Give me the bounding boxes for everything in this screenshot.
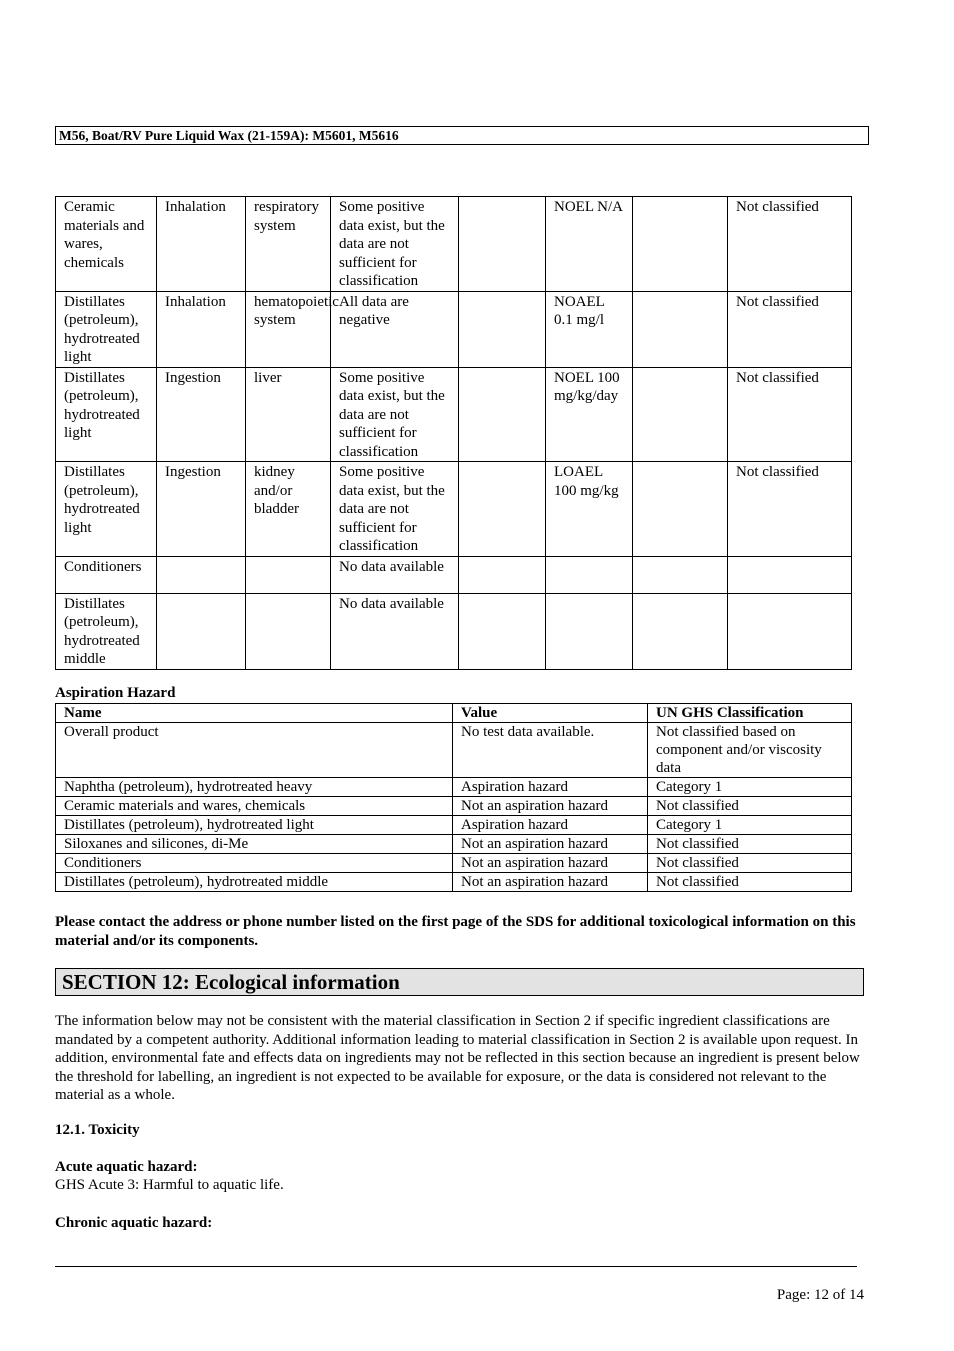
cell-value: Not an aspiration hazard bbox=[453, 835, 648, 854]
cell-classification: Not classified bbox=[728, 291, 852, 367]
aspiration-hazard-heading: Aspiration Hazard bbox=[55, 685, 176, 701]
cell-name: Distillates (petroleum), hydrotreated light bbox=[56, 367, 157, 462]
contact-note: Please contact the address or phone number listed on the first page of the SDS for additional toxicological information on this material and/or its components. bbox=[55, 914, 856, 949]
cell-duration bbox=[633, 367, 728, 462]
cell-value: All data are negative bbox=[331, 291, 459, 367]
cell-duration bbox=[633, 556, 728, 593]
cell-result: NOEL N/A bbox=[546, 197, 633, 292]
acute-aquatic-heading: Acute aquatic hazard: bbox=[55, 1159, 198, 1175]
cell-result bbox=[546, 593, 633, 669]
page-number: Page: 12 of 14 bbox=[776, 1287, 864, 1303]
cell-classification: Category 1 bbox=[648, 816, 852, 835]
cell-species bbox=[459, 593, 546, 669]
cell-value: Not an aspiration hazard bbox=[453, 873, 648, 892]
cell-classification: Not classified bbox=[728, 197, 852, 292]
table-header-row bbox=[56, 704, 852, 723]
cell-name: Distillates (petroleum), hydrotreated light bbox=[56, 462, 157, 557]
cell-classification: Not classified bbox=[728, 367, 852, 462]
table-row bbox=[56, 462, 852, 557]
cell-name: Naphtha (petroleum), hydrotreated heavy bbox=[56, 778, 453, 797]
cell-value: Aspiration hazard bbox=[453, 778, 648, 797]
cell-value: Some positive data exist, but the data are not sufficient for classification bbox=[331, 367, 459, 462]
cell-species bbox=[459, 197, 546, 292]
cell-name: Conditioners bbox=[56, 854, 453, 873]
cell-classification: Not classified bbox=[648, 854, 852, 873]
table-row bbox=[56, 835, 852, 854]
cell-species bbox=[459, 367, 546, 462]
aspiration-hazard-table bbox=[55, 703, 852, 892]
cell-route: Ingestion bbox=[157, 462, 246, 557]
cell-name: Conditioners bbox=[56, 556, 157, 593]
table-row bbox=[56, 593, 852, 669]
cell-classification: Category 1 bbox=[648, 778, 852, 797]
table-row bbox=[56, 197, 852, 292]
cell-classification bbox=[728, 593, 852, 669]
cell-species bbox=[459, 462, 546, 557]
cell-value: Not an aspiration hazard bbox=[453, 854, 648, 873]
section-12-title: SECTION 12: Ecological information bbox=[55, 968, 864, 996]
cell-value: No test data available. bbox=[453, 723, 648, 778]
cell-organ: respiratory system bbox=[246, 197, 331, 292]
cell-species bbox=[459, 291, 546, 367]
cell-value: Aspiration hazard bbox=[453, 816, 648, 835]
cell-classification: Not classified bbox=[648, 873, 852, 892]
cell-name: Distillates (petroleum), hydrotreated middle bbox=[56, 873, 453, 892]
column-header-value: Value bbox=[453, 704, 648, 723]
footer-divider bbox=[55, 1266, 857, 1267]
cell-result: NOAEL 0.1 mg/l bbox=[546, 291, 633, 367]
cell-organ: liver bbox=[246, 367, 331, 462]
cell-route: Inhalation bbox=[157, 197, 246, 292]
cell-name: Ceramic materials and wares, chemicals bbox=[56, 197, 157, 292]
section-12-intro: The information below may not be consistent with the material classification in Section 2 if specific ingredient classifications are mandated by a competent authority. Additional information leading to material classification in Section 2 is available upon request. In addition, environmental fate and effects data on ingredients may not be reflected in this section because an ingredient is present below the threshold for labelling, an ingredient is not expected to be available for exposure, or the data is considered not relevant to the material as a whole. bbox=[55, 1013, 860, 1103]
cell-name: Ceramic materials and wares, chemicals bbox=[56, 797, 453, 816]
cell-value: Some positive data exist, but the data are not sufficient for classification bbox=[331, 462, 459, 557]
cell-value: Some positive data exist, but the data are not sufficient for classification bbox=[331, 197, 459, 292]
table-row bbox=[56, 778, 852, 797]
cell-route: Inhalation bbox=[157, 291, 246, 367]
toxicity-heading: 12.1. Toxicity bbox=[55, 1122, 140, 1138]
column-header-name: Name bbox=[56, 704, 453, 723]
table-row bbox=[56, 367, 852, 462]
cell-value: No data available bbox=[331, 556, 459, 593]
cell-classification: Not classified bbox=[648, 797, 852, 816]
cell-value: No data available bbox=[331, 593, 459, 669]
target-organ-toxicity-table bbox=[55, 196, 852, 670]
column-header-classification: UN GHS Classification bbox=[648, 704, 852, 723]
cell-duration bbox=[633, 593, 728, 669]
cell-name: Distillates (petroleum), hydrotreated middle bbox=[56, 593, 157, 669]
cell-organ: kidney and/or bladder bbox=[246, 462, 331, 557]
cell-duration bbox=[633, 197, 728, 292]
cell-classification: Not classified bbox=[648, 835, 852, 854]
cell-name: Siloxanes and silicones, di-Me bbox=[56, 835, 453, 854]
cell-name: Distillates (petroleum), hydrotreated light bbox=[56, 291, 157, 367]
cell-classification bbox=[728, 556, 852, 593]
cell-organ: hematopoietic system bbox=[246, 291, 331, 367]
table-row bbox=[56, 797, 852, 816]
cell-route bbox=[157, 593, 246, 669]
cell-duration bbox=[633, 462, 728, 557]
cell-route bbox=[157, 556, 246, 593]
cell-classification: Not classified bbox=[728, 462, 852, 557]
acute-aquatic-text: GHS Acute 3: Harmful to aquatic life. bbox=[55, 1177, 284, 1193]
cell-name: Distillates (petroleum), hydrotreated light bbox=[56, 816, 453, 835]
cell-route: Ingestion bbox=[157, 367, 246, 462]
cell-value: Not an aspiration hazard bbox=[453, 797, 648, 816]
cell-organ bbox=[246, 593, 331, 669]
chronic-aquatic-heading: Chronic aquatic hazard: bbox=[55, 1215, 213, 1231]
cell-duration bbox=[633, 291, 728, 367]
table-row bbox=[56, 723, 852, 778]
table-row bbox=[56, 556, 852, 593]
table-row bbox=[56, 873, 852, 892]
cell-result bbox=[546, 556, 633, 593]
table-row bbox=[56, 854, 852, 873]
cell-species bbox=[459, 556, 546, 593]
cell-name: Overall product bbox=[56, 723, 453, 778]
document-header: M56, Boat/RV Pure Liquid Wax (21-159A): M5601, M5616 bbox=[55, 126, 869, 145]
cell-organ bbox=[246, 556, 331, 593]
table-row bbox=[56, 816, 852, 835]
cell-result: NOEL 100 mg/kg/day bbox=[546, 367, 633, 462]
table-row bbox=[56, 291, 852, 367]
cell-result: LOAEL 100 mg/kg bbox=[546, 462, 633, 557]
cell-classification: Not classified based on component and/or viscosity data bbox=[648, 723, 852, 778]
